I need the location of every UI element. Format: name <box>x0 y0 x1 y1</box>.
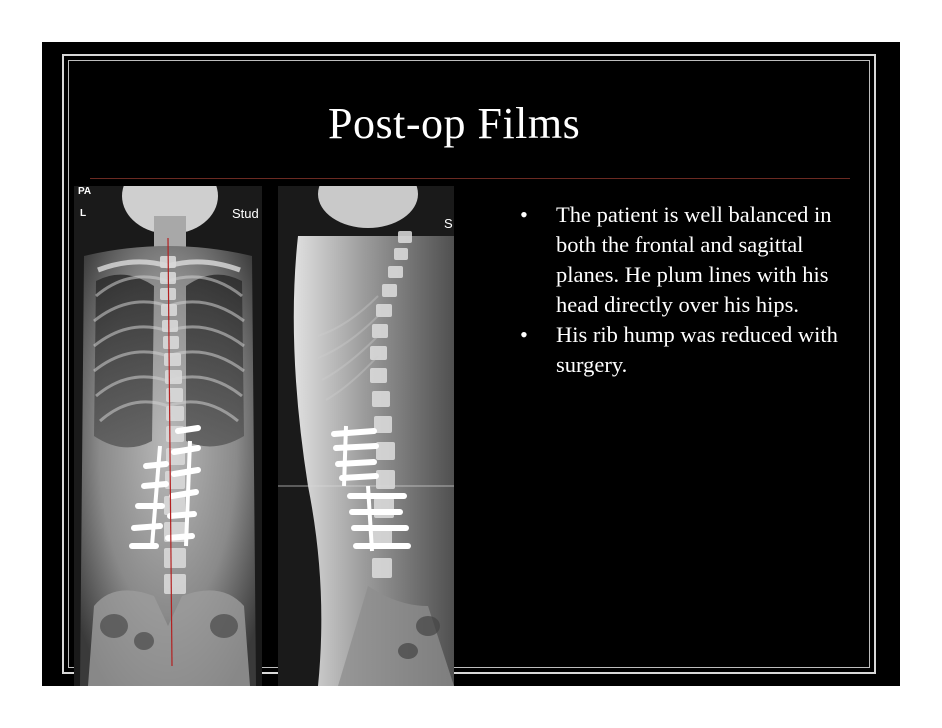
xray-pa-drawing <box>74 186 262 686</box>
xray-pa-marker-side: L <box>80 208 87 219</box>
title-divider <box>90 178 850 179</box>
xray-pa-overlay-text: Stud <box>232 206 259 221</box>
xray-pa-marker-top: PA <box>78 186 92 197</box>
bullet-text: The patient is well balanced in both the frontal and sagittal planes. He plum lines with his head directly over his hips. <box>556 202 832 317</box>
bullet-item <box>510 320 870 380</box>
xray-lateral-overlay-text: S <box>444 216 453 231</box>
xray-lateral-image <box>278 186 454 686</box>
xray-pa-image <box>74 186 262 686</box>
bullet-glyph: • <box>520 202 528 227</box>
bullet-list <box>510 200 870 380</box>
xray-lateral-drawing <box>278 186 454 686</box>
bullet-item <box>510 200 870 320</box>
slide-title: Post-op Films <box>328 99 581 148</box>
bullet-text: His rib hump was reduced with surgery. <box>556 322 838 377</box>
slide <box>42 42 900 686</box>
bullet-glyph: • <box>520 322 528 347</box>
